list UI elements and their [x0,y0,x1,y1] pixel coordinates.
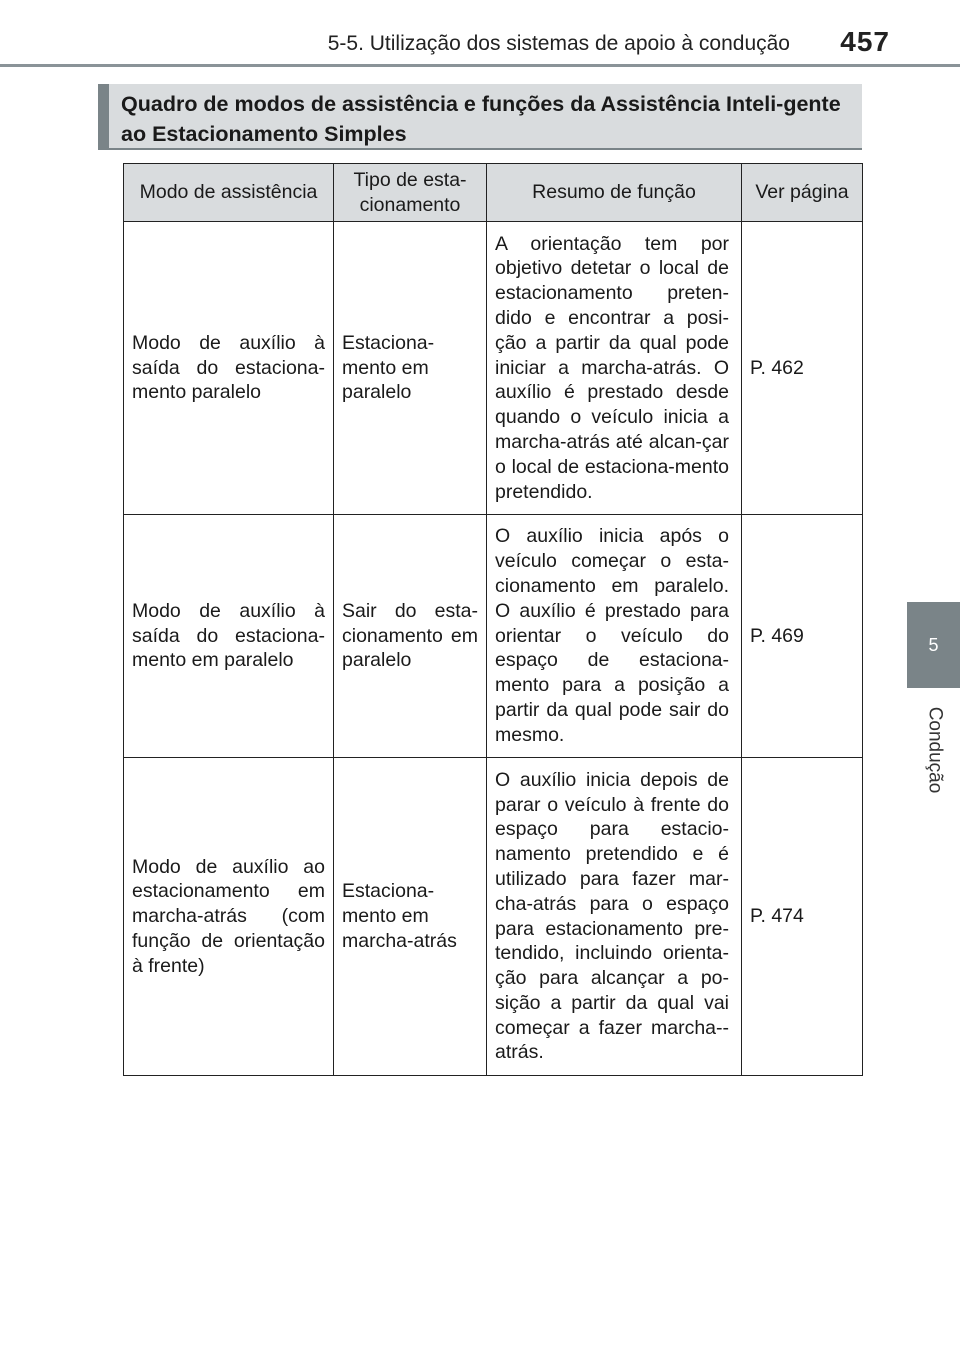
header-divider [0,64,960,67]
page-ref-cell: P. 474 [742,758,863,1076]
chapter-label-container [912,700,956,800]
chapter-label: Condução [924,706,945,794]
page-number: 457 [840,26,890,57]
table-header-row [124,164,863,222]
section-heading-box [98,84,862,150]
column-header-mode: Modo de assistência [124,164,334,222]
mode-cell: Modo de auxílio à saída do estaciona-mento paralelo [124,222,334,515]
summary-cell: O auxílio inicia após o veículo começar o esta-cionamento em paralelo. O auxílio é prestado para orientar o veículo do espaço de estaciona-mento para a posição a partir da qual pode sair do mesmo. [487,515,742,758]
summary-cell: A orientação tem por objetivo detetar o local de estacionamento preten-dido e encontrar a posi-ção a partir da qual pode iniciar a marcha-atrás. O auxílio é prestado desde quando o veículo inicia a marcha-atrás até alcan-çar o local de estaciona-mento pretendido. [487,222,742,515]
summary-cell: O auxílio inicia depois de parar o veículo à frente do espaço para estacio-namento pretendido e é utilizado para fazer mar-cha-atrás para o espaço para estacionamento pre-tendido, incluindo orienta-ção para alcançar a po-sição a partir da qual vai começar a fazer marcha--atrás. [487,758,742,1076]
mode-cell: Modo de auxílio à saída do estaciona-mento em paralelo [124,515,334,758]
mode-cell: Modo de auxílio ao estacionamento em marcha-atrás (com função de orientação à frente) [124,758,334,1076]
chapter-tab [907,602,960,688]
type-cell: Sair do esta-cionamento em paralelo [334,515,487,758]
page-ref-cell: P. 469 [742,515,863,758]
table-row [124,222,863,515]
column-header-type: Tipo de esta-cionamento [334,164,487,222]
page-ref-cell: P. 462 [742,222,863,515]
table-row [124,758,863,1076]
type-cell: Estaciona-mento em marcha-atrás [334,758,487,1076]
assistance-modes-table [123,163,863,1076]
chapter-number: 5 [928,634,939,655]
running-header-title: 5-5. Utilização dos sistemas de apoio à condução [327,32,790,55]
section-title: Quadro de modos de assistência e funções da Assistência Inteli-gente ao Estacionamento Simples [121,92,841,146]
type-cell: Estaciona-mento em paralelo [334,222,487,515]
column-header-page: Ver página [742,164,863,222]
page-header [0,0,960,66]
table-row [124,515,863,758]
column-header-summary: Resumo de função [487,164,742,222]
